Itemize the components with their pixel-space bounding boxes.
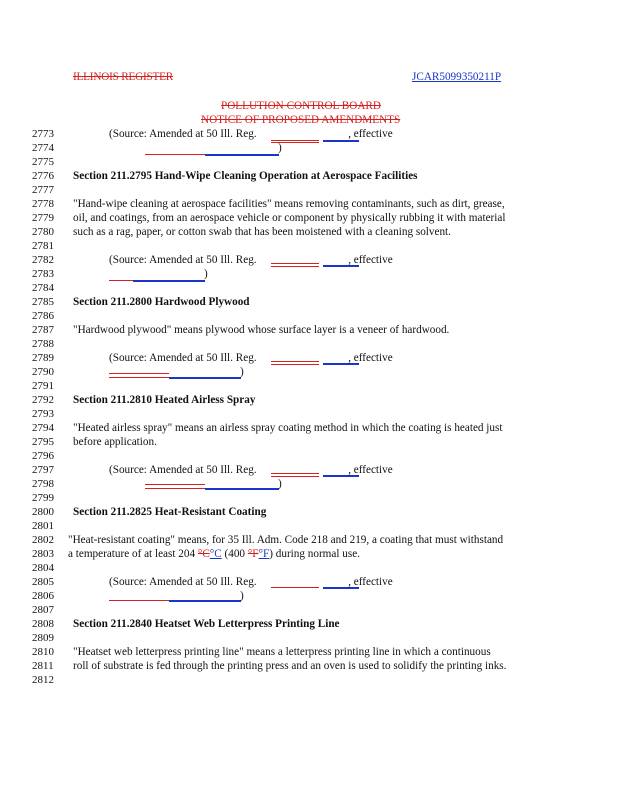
line-number: 2806 [32,590,54,602]
definition-text: ) during normal use. [269,548,360,560]
date-underline-red [145,484,205,485]
notice-title: NOTICE OF PROPOSED AMENDMENTS [201,114,401,126]
source-suffix: , effective [348,464,393,476]
line-number: 2798 [32,478,54,490]
line-number: 2810 [32,646,54,658]
line-number: 2791 [32,380,54,392]
line-number: 2809 [32,632,54,644]
line-number: 2808 [32,618,54,630]
register-title: ILLINOIS REGISTER [73,71,174,83]
deleted-celsius: °C [197,548,210,560]
line-number: 2776 [32,170,54,182]
blank-underline-red [271,587,319,588]
blank-underline-red [271,361,319,362]
source-prefix: (Source: Amended at 50 Ill. Reg. [109,128,257,140]
source-close: ) [278,142,282,154]
blank-underline-blue [323,265,359,267]
line-number: 2802 [32,534,54,546]
definition-text: (400 [221,548,248,560]
source-close: ) [240,590,244,602]
line-number: 2782 [32,254,54,266]
inserted-celsius: °C [209,548,222,560]
source-close: ) [204,268,208,280]
blank-underline-blue [323,475,359,477]
jcar-code: JCAR5099350211P [412,71,502,83]
line-number: 2797 [32,464,54,476]
blank-underline-blue [323,587,359,589]
source-suffix: , effective [348,576,393,588]
line-number: 2777 [32,184,54,196]
definition-line: "Hardwood plywood" means plywood whose surface layer is a veneer of hardwood. [73,324,450,336]
line-number: 2792 [32,394,54,406]
line-number: 2793 [32,408,54,420]
line-number: 2778 [32,198,54,210]
line-number: 2781 [32,240,54,252]
board-title: POLLUTION CONTROL BOARD [221,100,381,112]
source-prefix: (Source: Amended at 50 Ill. Reg. [109,464,257,476]
line-number: 2805 [32,576,54,588]
section-heading: Section 211.2795 Hand-Wipe Cleaning Operation at Aerospace Facilities [73,170,418,182]
line-number: 2801 [32,520,54,532]
date-underline-blue [205,154,279,156]
line-number: 2796 [32,450,54,462]
line-number: 2785 [32,296,54,308]
section-heading: Section 211.2810 Heated Airless Spray [73,394,256,406]
blank-underline-red [271,263,319,264]
section-heading: Section 211.2840 Heatset Web Letterpress Printing Line [73,618,340,630]
definition-line: "Heated airless spray" means an airless spray coating method in which the coating is heated just [73,422,503,434]
definition-line: "Heatset web letterpress printing line" means a letterpress printing line in which a continuous [73,646,491,658]
definition-line: roll of substrate is fed through the printing press and an oven is used to solidify the printing inks. [73,660,507,672]
date-underline-red [145,488,205,489]
line-number: 2812 [32,674,54,686]
line-number: 2789 [32,352,54,364]
blank-underline-blue [323,140,359,142]
blank-underline-red [271,473,319,474]
date-underline-red [109,600,169,601]
line-number: 2779 [32,212,54,224]
blank-underline-red [271,140,319,141]
line-number: 2775 [32,156,54,168]
blank-underline-red [271,266,319,267]
line-number: 2784 [32,282,54,294]
line-number: 2787 [32,324,54,336]
date-underline-red [145,154,205,155]
line-number: 2774 [32,142,54,154]
line-number: 2807 [32,604,54,616]
line-number: 2795 [32,436,54,448]
definition-line [68,548,360,560]
date-underline-blue [169,377,241,379]
line-number: 2786 [32,310,54,322]
definition-line: before application. [73,436,157,448]
date-underline-blue [205,488,279,490]
date-underline-red [109,280,133,281]
line-number: 2800 [32,506,54,518]
definition-text: a temperature of at least 204 [68,548,198,560]
blank-underline-red [271,364,319,365]
blank-underline-red [271,476,319,477]
line-number: 2783 [32,268,54,280]
line-number: 2790 [32,366,54,378]
date-underline-blue [169,600,241,602]
line-number: 2788 [32,338,54,350]
inserted-fahrenheit: °F [258,548,270,560]
source-close: ) [240,366,244,378]
date-underline-red [109,373,169,374]
date-underline-blue [133,280,205,282]
definition-line: oil, and coatings, from an aerospace vehicle or component by physically rubbing it with material [73,212,506,224]
line-number: 2780 [32,226,54,238]
definition-line: "Heat-resistant coating" means, for 35 Ill. Adm. Code 218 and 219, a coating that must withstand [68,534,504,546]
line-number: 2811 [32,660,54,672]
source-prefix: (Source: Amended at 50 Ill. Reg. [109,576,257,588]
definition-line: "Hand-wipe cleaning at aerospace facilities" means removing contaminants, such as dirt, grease, [73,198,505,210]
source-suffix: , effective [348,128,393,140]
line-number: 2803 [32,548,54,560]
line-number: 2773 [32,128,54,140]
date-underline-red [109,377,169,378]
section-heading: Section 211.2800 Hardwood Plywood [73,296,250,308]
source-close: ) [278,478,282,490]
source-suffix: , effective [348,352,393,364]
source-suffix: , effective [348,254,393,266]
section-heading: Section 211.2825 Heat-Resistant Coating [73,506,267,518]
definition-line: such as a rag, paper, or cotton swab that has been moistened with a cleaning solvent. [73,226,451,238]
source-prefix: (Source: Amended at 50 Ill. Reg. [109,254,257,266]
blank-underline-blue [323,363,359,365]
line-number: 2804 [32,562,54,574]
line-number: 2799 [32,492,54,504]
deleted-fahrenheit: °F [247,548,259,560]
source-prefix: (Source: Amended at 50 Ill. Reg. [109,352,257,364]
source-note [109,128,393,140]
line-number: 2794 [32,422,54,434]
